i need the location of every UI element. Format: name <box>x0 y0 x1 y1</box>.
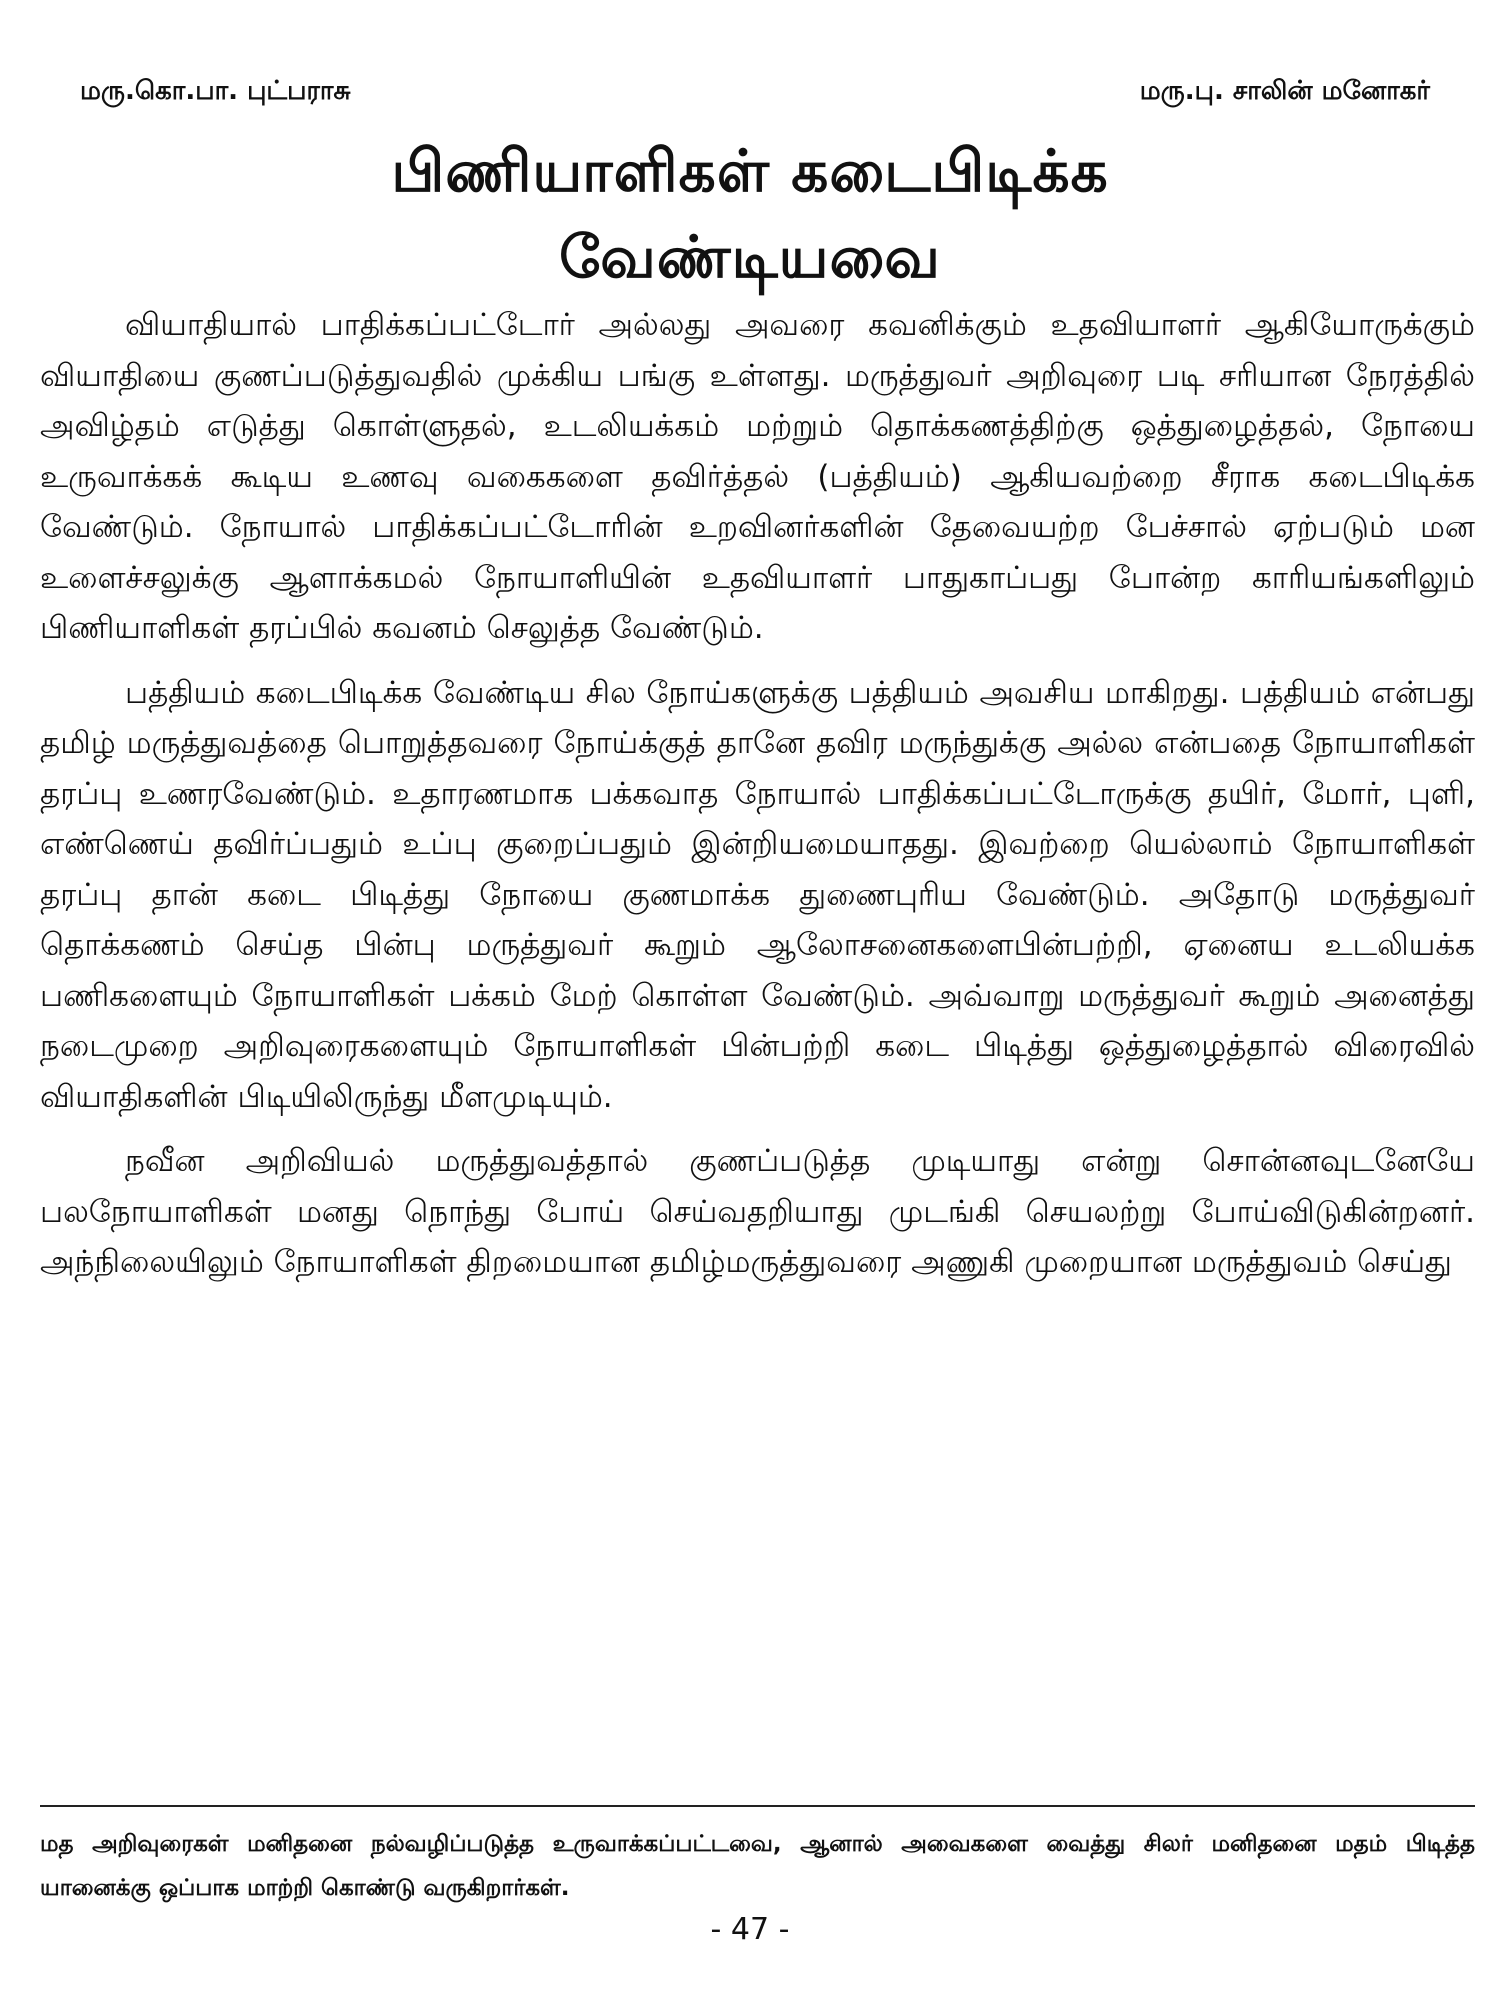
right-author: மரு.பு. சாலின் மனோகர் <box>1139 75 1430 106</box>
paragraph-3: நவீன அறிவியல் மருத்துவத்தால் குணப்படுத்த முடியாது என்று சொன்னவுடனேயே பலநோயாளிகள் மனது நொந்து போய் செய்வதறியாது முடங்கி செயலற்று போய்விடுகின்றனர். அந்நிலையிலும் நோயாளிகள் திறமையான தமிழ்மருத்துவரை அணுகி முறையான மருத்துவம் செய்து <box>40 1143 1475 1280</box>
footer-divider <box>40 1805 1475 1807</box>
left-author: மரு.கொ.பா. புட்பராசு <box>80 75 351 106</box>
chapter-title-line-2: வேண்டியவை <box>559 223 941 291</box>
paragraph-2: பத்தியம் கடைபிடிக்க வேண்டிய சில நோய்களுக்கு பத்தியம் அவசிய மாகிறது. பத்தியம் என்பது தமிழ் மருத்துவத்தை பொறுத்தவரை நோய்க்குத் தானே தவிர மருந்துக்கு அல்ல என்பதை நோயாளிகள் தரப்பு உணரவேண்டும். உதாரணமாக பக்கவாத நோயால் பாதிக்கப்பட்டோருக்கு தயிர், மோர், புளி, எண்ணெய் தவிர்ப்பதும் உப்பு குறைப்பதும் இன்றியமையாதது. இவற்றை யெல்லாம் நோயாளிகள் தரப்பு தான் கடை பிடித்து நோயை குணமாக்க துணைபுரிய வேண்டும். அதோடு மருத்துவர் தொக்கணம் செய்த பின்பு மருத்துவர் கூறும் ஆலோசனைகளைபின்பற்றி, ஏனைய உடலியக்க பணிகளையும் நோயாளிகள் பக்கம் மேற் கொள்ள வேண்டும். அவ்வாறு மருத்துவர் கூறும் அனைத்து நடைமுறை அறிவுரைகளையும் நோயாளிகள் பின்பற்றி கடை பிடித்து ஒத்துழைத்தால் விரைவில் வியாதிகளின் பிடியிலிருந்து மீளமுடியும். <box>40 674 1475 1115</box>
chapter-title <box>0 128 1500 300</box>
paragraph-1: வியாதியால் பாதிக்கப்பட்டோர் அல்லது அவரை கவனிக்கும் உதவியாளர் ஆகியோருக்கும் வியாதியை குணப்படுத்துவதில் முக்கிய பங்கு உள்ளது. மருத்துவர் அறிவுரை படி சரியான நேரத்தில் அவிழ்தம் எடுத்து கொள்ளுதல், உடலியக்கம் மற்றும் தொக்கணத்திற்கு ஒத்துழைத்தல், நோயை உருவாக்கக் கூடிய உணவு வகைகளை தவிர்த்தல் (பத்தியம்) ஆகியவற்றை சீராக கடைபிடிக்க வேண்டும். நோயால் பாதிக்கப்பட்டோரின் உறவினர்களின் தேவையற்ற பேச்சால் ஏற்படும் மன உளைச்சலுக்கு ஆளாக்கமல் நோயாளியின் உதவியாளர் பாதுகாப்பது போன்ற காரியங்களிலும் பிணியாளிகள் தரப்பில் கவனம் செலுத்த வேண்டும். <box>40 307 1475 646</box>
body-text <box>40 300 1475 1302</box>
chapter-title-line-1: பிணியாளிகள் கடைபிடிக்க <box>391 137 1109 205</box>
page-number: - 47 - <box>710 1912 790 1947</box>
page-header <box>80 72 1430 112</box>
footer-quote: மத அறிவுரைகள் மனிதனை நல்வழிப்படுத்த உருவாக்கப்பட்டவை, ஆனால் அவைகளை வைத்து சிலர் மனிதனை மதம் பிடித்த யானைக்கு ஒப்பாக மாற்றி கொண்டு வருகிறார்கள். <box>40 1831 1475 1901</box>
